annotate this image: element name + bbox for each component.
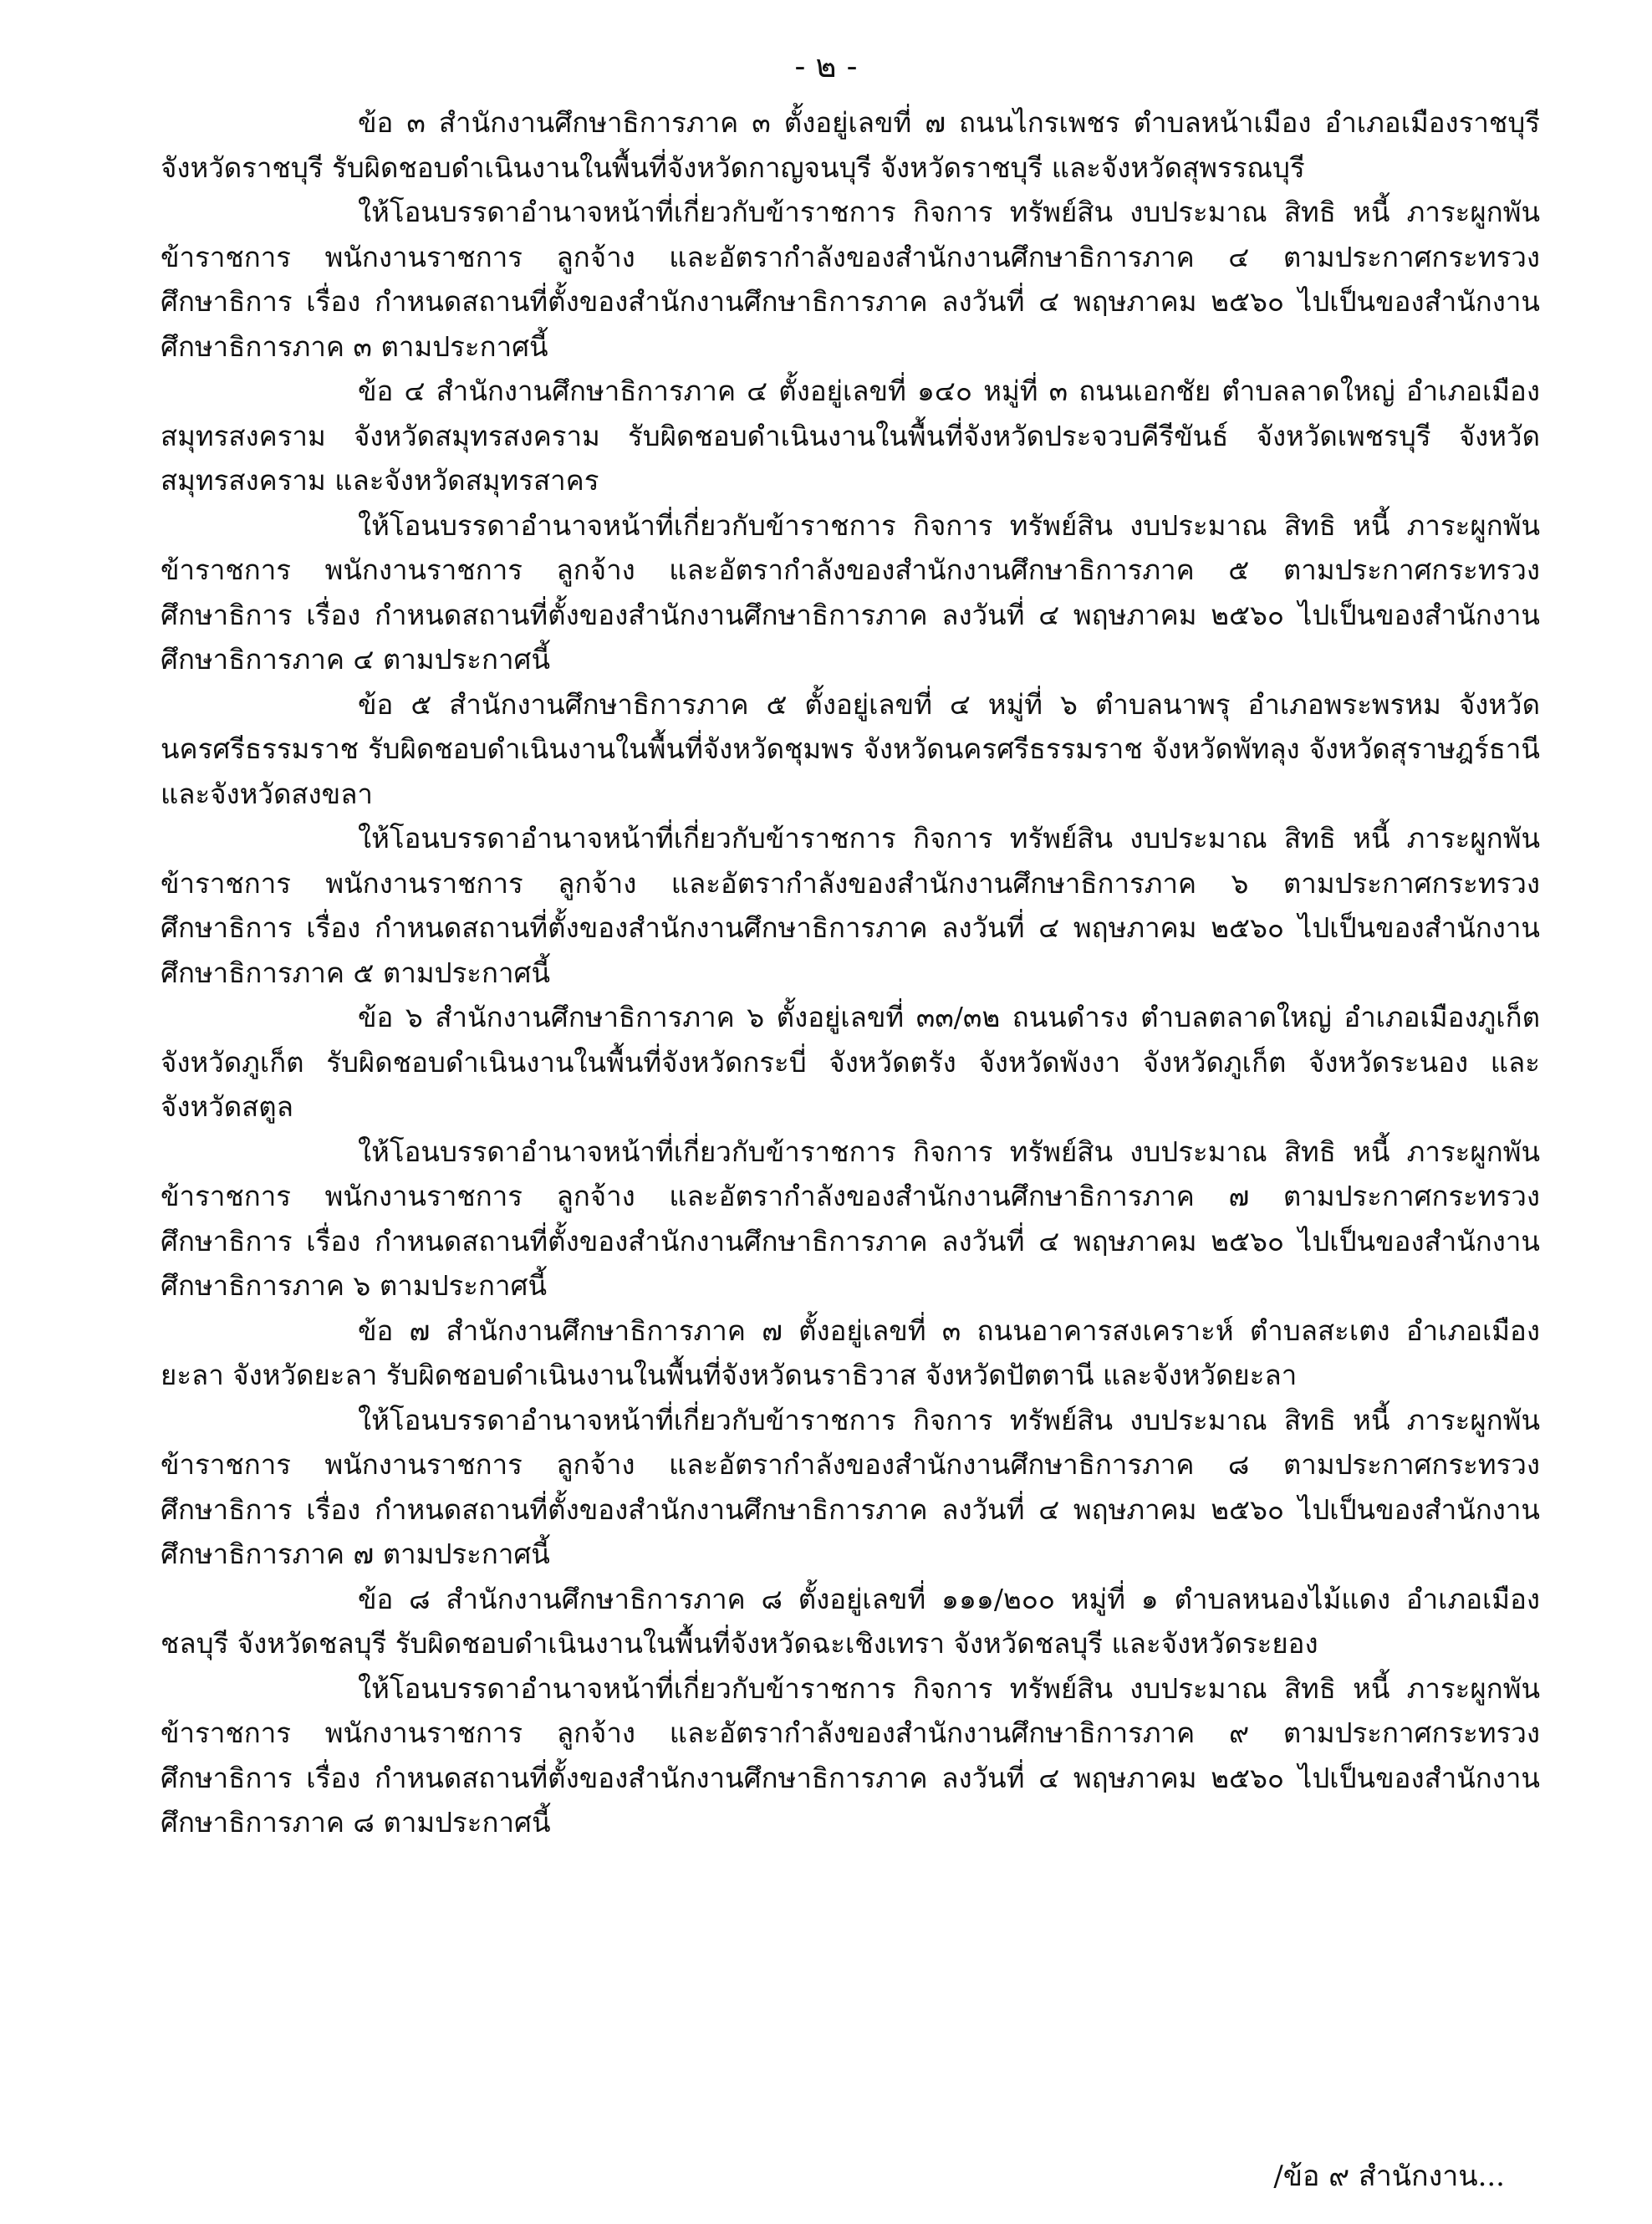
paragraph-transfer-3: ให้โอนบรรดาอำนาจหน้าที่เกี่ยวกับข้าราชการ กิจการ ทรัพย์สิน งบประมาณ สิทธิ หนี้ ภาระผูกพัน ข้าราชการ พนักงานราชการ ลูกจ้าง และอัตรากำลังของสำนักงานศึกษาธิการภาค ๔ ตามประกาศกระทรวงศึกษาธิการ เรื่อง กำหนดสถานที่ตั้งของสำนักงานศึกษาธิการภาค ลงวันที่ ๔ พฤษภาคม ๒๕๖๐ ไปเป็นของสำนักงานศึกษาธิการภาค ๓ ตามประกาศนี้ (161, 196, 1540, 363)
paragraph-clause-5: ข้อ ๕ สำนักงานศึกษาธิการภาค ๕ ตั้งอยู่เลขที่ ๔ หมู่ที่ ๖ ตำบลนาพรุ อำเภอพระพรหม จังหวัดนครศรีธรรมราช รับผิดชอบดำเนินงานในพื้นที่จังหวัดชุมพร จังหวัดนครศรีธรรมราช จังหวัดพัทลุง จังหวัดสุราษฎร์ธานี และจังหวัดสงขลา (161, 687, 1540, 810)
paragraph-transfer-5: ให้โอนบรรดาอำนาจหน้าที่เกี่ยวกับข้าราชการ กิจการ ทรัพย์สิน งบประมาณ สิทธิ หนี้ ภาระผูกพัน ข้าราชการ พนักงานราชการ ลูกจ้าง และอัตรากำลังของสำนักงานศึกษาธิการภาค ๖ ตามประกาศกระทรวงศึกษาธิการ เรื่อง กำหนดสถานที่ตั้งของสำนักงานศึกษาธิการภาค ลงวันที่ ๔ พฤษภาคม ๒๕๖๐ ไปเป็นของสำนักงานศึกษาธิการภาค ๕ ตามประกาศนี้ (161, 822, 1540, 989)
paragraph-transfer-8: ให้โอนบรรดาอำนาจหน้าที่เกี่ยวกับข้าราชการ กิจการ ทรัพย์สิน งบประมาณ สิทธิ หนี้ ภาระผูกพัน ข้าราชการ พนักงานราชการ ลูกจ้าง และอัตรากำลังของสำนักงานศึกษาธิการภาค ๙ ตามประกาศกระทรวงศึกษาธิการ เรื่อง กำหนดสถานที่ตั้งของสำนักงานศึกษาธิการภาค ลงวันที่ ๔ พฤษภาคม ๒๕๖๐ ไปเป็นของสำนักงานศึกษาธิการภาค ๘ ตามประกาศนี้ (161, 1671, 1540, 1839)
paragraph-clause-4: ข้อ ๔ สำนักงานศึกษาธิการภาค ๔ ตั้งอยู่เลขที่ ๑๔๐ หมู่ที่ ๓ ถนนเอกชัย ตำบลลาดใหญ่ อำเภอเมืองสมุทรสงคราม จังหวัดสมุทรสงคราม รับผิดชอบดำเนินงานในพื้นที่จังหวัดประจวบคีรีขันธ์ จังหวัดเพชรบุรี จังหวัดสมุทรสงคราม และจังหวัดสมุทรสาคร (161, 375, 1540, 497)
paragraph-transfer-7: ให้โอนบรรดาอำนาจหน้าที่เกี่ยวกับข้าราชการ กิจการ ทรัพย์สิน งบประมาณ สิทธิ หนี้ ภาระผูกพัน ข้าราชการ พนักงานราชการ ลูกจ้าง และอัตรากำลังของสำนักงานศึกษาธิการภาค ๘ ตามประกาศกระทรวงศึกษาธิการ เรื่อง กำหนดสถานที่ตั้งของสำนักงานศึกษาธิการภาค ลงวันที่ ๔ พฤษภาคม ๒๕๖๐ ไปเป็นของสำนักงานศึกษาธิการภาค ๗ ตามประกาศนี้ (161, 1403, 1540, 1570)
paragraph-clause-6: ข้อ ๖ สำนักงานศึกษาธิการภาค ๖ ตั้งอยู่เลขที่ ๓๓/๓๒ ถนนดำรง ตำบลตลาดใหญ่ อำเภอเมืองภูเก็ต จังหวัดภูเก็ต รับผิดชอบดำเนินงานในพื้นที่จังหวัดกระบี่ จังหวัดตรัง จังหวัดพังงา จังหวัดภูเก็ต จังหวัดระนอง และจังหวัดสตูล (161, 1001, 1540, 1123)
document-body (161, 100, 1540, 1845)
paragraph-transfer-6: ให้โอนบรรดาอำนาจหน้าที่เกี่ยวกับข้าราชการ กิจการ ทรัพย์สิน งบประมาณ สิทธิ หนี้ ภาระผูกพัน ข้าราชการ พนักงานราชการ ลูกจ้าง และอัตรากำลังของสำนักงานศึกษาธิการภาค ๗ ตามประกาศกระทรวงศึกษาธิการ เรื่อง กำหนดสถานที่ตั้งของสำนักงานศึกษาธิการภาค ลงวันที่ ๔ พฤษภาคม ๒๕๖๐ ไปเป็นของสำนักงานศึกษาธิการภาค ๖ ตามประกาศนี้ (161, 1135, 1540, 1302)
paragraph-transfer-4: ให้โอนบรรดาอำนาจหน้าที่เกี่ยวกับข้าราชการ กิจการ ทรัพย์สิน งบประมาณ สิทธิ หนี้ ภาระผูกพัน ข้าราชการ พนักงานราชการ ลูกจ้าง และอัตรากำลังของสำนักงานศึกษาธิการภาค ๕ ตามประกาศกระทรวงศึกษาธิการ เรื่อง กำหนดสถานที่ตั้งของสำนักงานศึกษาธิการภาค ลงวันที่ ๔ พฤษภาคม ๒๕๖๐ ไปเป็นของสำนักงานศึกษาธิการภาค ๔ ตามประกาศนี้ (161, 508, 1540, 676)
paragraph-clause-7: ข้อ ๗ สำนักงานศึกษาธิการภาค ๗ ตั้งอยู่เลขที่ ๓ ถนนอาคารสงเคราะห์ ตำบลสะเตง อำเภอเมืองยะลา จังหวัดยะลา รับผิดชอบดำเนินงานในพื้นที่จังหวัดนราธิวาส จังหวัดปัตตานี และจังหวัดยะลา (161, 1313, 1540, 1391)
page-number: - ๒ - (794, 48, 858, 84)
paragraph-clause-8: ข้อ ๘ สำนักงานศึกษาธิการภาค ๘ ตั้งอยู่เลขที่ ๑๑๑/๒๐๐ หมู่ที่ ๑ ตำบลหนองไม้แดง อำเภอเมืองชลบุรี จังหวัดชลบุรี รับผิดชอบดำเนินงานในพื้นที่จังหวัดฉะเชิงเทรา จังหวัดชลบุรี และจังหวัดระยอง (161, 1582, 1540, 1660)
continuation-note: /ข้อ ๙ สำนักงาน... (1273, 2160, 1505, 2193)
paragraph-clause-3: ข้อ ๓ สำนักงานศึกษาธิการภาค ๓ ตั้งอยู่เลขที่ ๗ ถนนไกรเพชร ตำบลหน้าเมือง อำเภอเมืองราชบุรี จังหวัดราชบุรี รับผิดชอบดำเนินงานในพื้นที่จังหวัดกาญจนบุรี จังหวัดราชบุรี และจังหวัดสุพรรณบุรี (161, 106, 1540, 184)
